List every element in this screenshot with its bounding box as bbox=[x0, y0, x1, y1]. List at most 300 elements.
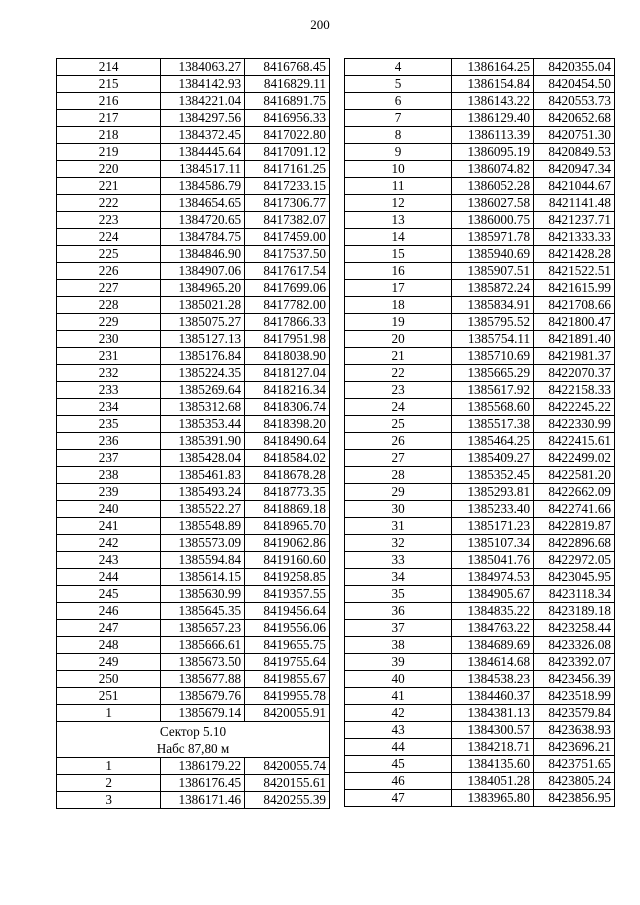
point-number-cell: 46 bbox=[345, 773, 452, 790]
table-row bbox=[345, 280, 615, 297]
point-number-cell: 248 bbox=[57, 637, 161, 654]
point-number-cell: 230 bbox=[57, 331, 161, 348]
table-row bbox=[57, 603, 330, 620]
y-coordinate-cell: 8419456.64 bbox=[245, 603, 330, 620]
point-number-cell: 4 bbox=[345, 59, 452, 76]
point-number-cell: 21 bbox=[345, 348, 452, 365]
x-coordinate-cell: 1384586.79 bbox=[161, 178, 245, 195]
y-coordinate-cell: 8418398.20 bbox=[245, 416, 330, 433]
table-row bbox=[57, 229, 330, 246]
y-coordinate-cell: 8421522.51 bbox=[534, 263, 615, 280]
y-coordinate-cell: 8417617.54 bbox=[245, 263, 330, 280]
x-coordinate-cell: 1385907.51 bbox=[452, 263, 534, 280]
table-row bbox=[345, 586, 615, 603]
table-row bbox=[345, 756, 615, 773]
y-coordinate-cell: 8423638.93 bbox=[534, 722, 615, 739]
point-number-cell: 232 bbox=[57, 365, 161, 382]
y-coordinate-cell: 8419655.75 bbox=[245, 637, 330, 654]
y-coordinate-cell: 8417782.00 bbox=[245, 297, 330, 314]
y-coordinate-cell: 8421237.71 bbox=[534, 212, 615, 229]
section-subtitle: Набс 87,80 м bbox=[156, 740, 230, 756]
table-row bbox=[345, 450, 615, 467]
point-number-cell: 14 bbox=[345, 229, 452, 246]
table-row bbox=[345, 382, 615, 399]
x-coordinate-cell: 1385665.29 bbox=[452, 365, 534, 382]
point-number-cell: 39 bbox=[345, 654, 452, 671]
table-row bbox=[345, 178, 615, 195]
x-coordinate-cell: 1385464.25 bbox=[452, 433, 534, 450]
table-row bbox=[345, 467, 615, 484]
table-row bbox=[57, 792, 330, 809]
table-row bbox=[57, 586, 330, 603]
y-coordinate-cell: 8422896.68 bbox=[534, 535, 615, 552]
x-coordinate-cell: 1384051.28 bbox=[452, 773, 534, 790]
y-coordinate-cell: 8421981.37 bbox=[534, 348, 615, 365]
x-coordinate-cell: 1385666.61 bbox=[161, 637, 245, 654]
table-row bbox=[57, 705, 330, 722]
table-row bbox=[57, 144, 330, 161]
table-row bbox=[57, 195, 330, 212]
y-coordinate-cell: 8418869.18 bbox=[245, 501, 330, 518]
x-coordinate-cell: 1385233.40 bbox=[452, 501, 534, 518]
x-coordinate-cell: 1384614.68 bbox=[452, 654, 534, 671]
point-number-cell: 24 bbox=[345, 399, 452, 416]
table-row bbox=[345, 110, 615, 127]
x-coordinate-cell: 1384517.11 bbox=[161, 161, 245, 178]
section-header-row bbox=[57, 722, 330, 758]
x-coordinate-cell: 1386171.46 bbox=[161, 792, 245, 809]
point-number-cell: 233 bbox=[57, 382, 161, 399]
y-coordinate-cell: 8423118.34 bbox=[534, 586, 615, 603]
point-number-cell: 234 bbox=[57, 399, 161, 416]
x-coordinate-cell: 1385107.34 bbox=[452, 535, 534, 552]
y-coordinate-cell: 8423326.08 bbox=[534, 637, 615, 654]
x-coordinate-cell: 1383965.80 bbox=[452, 790, 534, 807]
y-coordinate-cell: 8420454.50 bbox=[534, 76, 615, 93]
y-coordinate-cell: 8416829.11 bbox=[245, 76, 330, 93]
x-coordinate-cell: 1385391.90 bbox=[161, 433, 245, 450]
y-coordinate-cell: 8420255.39 bbox=[245, 792, 330, 809]
y-coordinate-cell: 8423392.07 bbox=[534, 654, 615, 671]
y-coordinate-cell: 8419855.67 bbox=[245, 671, 330, 688]
table-row bbox=[345, 569, 615, 586]
point-number-cell: 42 bbox=[345, 705, 452, 722]
point-number-cell: 1 bbox=[57, 758, 161, 775]
point-number-cell: 27 bbox=[345, 450, 452, 467]
x-coordinate-cell: 1385710.69 bbox=[452, 348, 534, 365]
y-coordinate-cell: 8418490.64 bbox=[245, 433, 330, 450]
y-coordinate-cell: 8423579.84 bbox=[534, 705, 615, 722]
point-number-cell: 26 bbox=[345, 433, 452, 450]
point-number-cell: 22 bbox=[345, 365, 452, 382]
x-coordinate-cell: 1385021.28 bbox=[161, 297, 245, 314]
y-coordinate-cell: 8420355.04 bbox=[534, 59, 615, 76]
y-coordinate-cell: 8423751.65 bbox=[534, 756, 615, 773]
x-coordinate-cell: 1385171.23 bbox=[452, 518, 534, 535]
table-row bbox=[345, 212, 615, 229]
x-coordinate-cell: 1385645.35 bbox=[161, 603, 245, 620]
table-row bbox=[345, 722, 615, 739]
y-coordinate-cell: 8420155.61 bbox=[245, 775, 330, 792]
table-row bbox=[345, 93, 615, 110]
table-row bbox=[57, 569, 330, 586]
x-coordinate-cell: 1386095.19 bbox=[452, 144, 534, 161]
x-coordinate-cell: 1386027.58 bbox=[452, 195, 534, 212]
table-row bbox=[345, 297, 615, 314]
point-number-cell: 20 bbox=[345, 331, 452, 348]
point-number-cell: 224 bbox=[57, 229, 161, 246]
point-number-cell: 32 bbox=[345, 535, 452, 552]
x-coordinate-cell: 1386129.40 bbox=[452, 110, 534, 127]
y-coordinate-cell: 8422245.22 bbox=[534, 399, 615, 416]
section-title: Сектор 5.10 bbox=[159, 723, 227, 739]
y-coordinate-cell: 8418584.02 bbox=[245, 450, 330, 467]
table-row bbox=[345, 348, 615, 365]
x-coordinate-cell: 1385522.27 bbox=[161, 501, 245, 518]
table-row bbox=[345, 739, 615, 756]
x-coordinate-cell: 1385041.76 bbox=[452, 552, 534, 569]
table-row bbox=[57, 688, 330, 705]
x-coordinate-cell: 1385269.64 bbox=[161, 382, 245, 399]
x-coordinate-cell: 1385834.91 bbox=[452, 297, 534, 314]
y-coordinate-cell: 8418127.04 bbox=[245, 365, 330, 382]
table-row bbox=[57, 93, 330, 110]
y-coordinate-cell: 8418306.74 bbox=[245, 399, 330, 416]
x-coordinate-cell: 1385940.69 bbox=[452, 246, 534, 263]
point-number-cell: 220 bbox=[57, 161, 161, 178]
page-number: 200 bbox=[310, 17, 330, 32]
y-coordinate-cell: 8423856.95 bbox=[534, 790, 615, 807]
y-coordinate-cell: 8417022.80 bbox=[245, 127, 330, 144]
point-number-cell: 7 bbox=[345, 110, 452, 127]
table-row bbox=[57, 501, 330, 518]
point-number-cell: 38 bbox=[345, 637, 452, 654]
table-row bbox=[345, 161, 615, 178]
table-row bbox=[57, 331, 330, 348]
y-coordinate-cell: 8419258.85 bbox=[245, 569, 330, 586]
y-coordinate-cell: 8423696.21 bbox=[534, 739, 615, 756]
y-coordinate-cell: 8418965.70 bbox=[245, 518, 330, 535]
point-number-cell: 40 bbox=[345, 671, 452, 688]
y-coordinate-cell: 8420553.73 bbox=[534, 93, 615, 110]
table-row bbox=[57, 263, 330, 280]
point-number-cell: 251 bbox=[57, 688, 161, 705]
table-row bbox=[345, 127, 615, 144]
x-coordinate-cell: 1384846.90 bbox=[161, 246, 245, 263]
x-coordinate-cell: 1385127.13 bbox=[161, 331, 245, 348]
y-coordinate-cell: 8422662.09 bbox=[534, 484, 615, 501]
table-row bbox=[57, 348, 330, 365]
x-coordinate-cell: 1386179.22 bbox=[161, 758, 245, 775]
x-coordinate-cell: 1385614.15 bbox=[161, 569, 245, 586]
table-row bbox=[57, 127, 330, 144]
y-coordinate-cell: 8420849.53 bbox=[534, 144, 615, 161]
point-number-cell: 41 bbox=[345, 688, 452, 705]
y-coordinate-cell: 8423518.99 bbox=[534, 688, 615, 705]
point-number-cell: 19 bbox=[345, 314, 452, 331]
point-number-cell: 236 bbox=[57, 433, 161, 450]
y-coordinate-cell: 8418773.35 bbox=[245, 484, 330, 501]
point-number-cell: 226 bbox=[57, 263, 161, 280]
point-number-cell: 18 bbox=[345, 297, 452, 314]
x-coordinate-cell: 1386052.28 bbox=[452, 178, 534, 195]
y-coordinate-cell: 8422415.61 bbox=[534, 433, 615, 450]
y-coordinate-cell: 8419357.55 bbox=[245, 586, 330, 603]
y-coordinate-cell: 8423189.18 bbox=[534, 603, 615, 620]
x-coordinate-cell: 1385293.81 bbox=[452, 484, 534, 501]
y-coordinate-cell: 8422158.33 bbox=[534, 382, 615, 399]
table-row bbox=[345, 246, 615, 263]
table-row bbox=[345, 484, 615, 501]
y-coordinate-cell: 8423456.39 bbox=[534, 671, 615, 688]
table-row bbox=[345, 365, 615, 382]
x-coordinate-cell: 1384835.22 bbox=[452, 603, 534, 620]
point-number-cell: 228 bbox=[57, 297, 161, 314]
table-row bbox=[57, 59, 330, 76]
y-coordinate-cell: 8420751.30 bbox=[534, 127, 615, 144]
table-row bbox=[57, 280, 330, 297]
x-coordinate-cell: 1386000.75 bbox=[452, 212, 534, 229]
point-number-cell: 9 bbox=[345, 144, 452, 161]
point-number-cell: 237 bbox=[57, 450, 161, 467]
table-row bbox=[345, 790, 615, 807]
point-number-cell: 222 bbox=[57, 195, 161, 212]
point-number-cell: 5 bbox=[345, 76, 452, 93]
y-coordinate-cell: 8422330.99 bbox=[534, 416, 615, 433]
x-coordinate-cell: 1385409.27 bbox=[452, 450, 534, 467]
x-coordinate-cell: 1385224.35 bbox=[161, 365, 245, 382]
x-coordinate-cell: 1385872.24 bbox=[452, 280, 534, 297]
y-coordinate-cell: 8421333.33 bbox=[534, 229, 615, 246]
y-coordinate-cell: 8417306.77 bbox=[245, 195, 330, 212]
point-number-cell: 227 bbox=[57, 280, 161, 297]
point-number-cell: 247 bbox=[57, 620, 161, 637]
table-row bbox=[345, 263, 615, 280]
point-number-cell: 45 bbox=[345, 756, 452, 773]
x-coordinate-cell: 1384763.22 bbox=[452, 620, 534, 637]
y-coordinate-cell: 8416768.45 bbox=[245, 59, 330, 76]
y-coordinate-cell: 8422499.02 bbox=[534, 450, 615, 467]
point-number-cell: 223 bbox=[57, 212, 161, 229]
point-number-cell: 2 bbox=[57, 775, 161, 792]
x-coordinate-cell: 1385352.45 bbox=[452, 467, 534, 484]
x-coordinate-cell: 1385548.89 bbox=[161, 518, 245, 535]
table-row bbox=[345, 603, 615, 620]
y-coordinate-cell: 8419160.60 bbox=[245, 552, 330, 569]
table-row bbox=[345, 331, 615, 348]
point-number-cell: 15 bbox=[345, 246, 452, 263]
point-number-cell: 221 bbox=[57, 178, 161, 195]
table-row bbox=[57, 467, 330, 484]
x-coordinate-cell: 1386164.25 bbox=[452, 59, 534, 76]
point-number-cell: 33 bbox=[345, 552, 452, 569]
x-coordinate-cell: 1384135.60 bbox=[452, 756, 534, 773]
point-number-cell: 8 bbox=[345, 127, 452, 144]
y-coordinate-cell: 8417382.07 bbox=[245, 212, 330, 229]
section-header bbox=[57, 722, 330, 758]
x-coordinate-cell: 1384218.71 bbox=[452, 739, 534, 756]
x-coordinate-cell: 1385657.23 bbox=[161, 620, 245, 637]
point-number-cell: 217 bbox=[57, 110, 161, 127]
x-coordinate-cell: 1384784.75 bbox=[161, 229, 245, 246]
x-coordinate-cell: 1386176.45 bbox=[161, 775, 245, 792]
point-number-cell: 231 bbox=[57, 348, 161, 365]
table-row bbox=[57, 416, 330, 433]
x-coordinate-cell: 1385312.68 bbox=[161, 399, 245, 416]
table-row bbox=[345, 705, 615, 722]
x-coordinate-cell: 1385573.09 bbox=[161, 535, 245, 552]
y-coordinate-cell: 8423805.24 bbox=[534, 773, 615, 790]
x-coordinate-cell: 1384965.20 bbox=[161, 280, 245, 297]
point-number-cell: 25 bbox=[345, 416, 452, 433]
table-row bbox=[57, 637, 330, 654]
table-row bbox=[57, 671, 330, 688]
y-coordinate-cell: 8421141.48 bbox=[534, 195, 615, 212]
point-number-cell: 245 bbox=[57, 586, 161, 603]
x-coordinate-cell: 1386074.82 bbox=[452, 161, 534, 178]
table-row bbox=[57, 620, 330, 637]
x-coordinate-cell: 1384445.64 bbox=[161, 144, 245, 161]
point-number-cell: 243 bbox=[57, 552, 161, 569]
y-coordinate-cell: 8418216.34 bbox=[245, 382, 330, 399]
x-coordinate-cell: 1384221.04 bbox=[161, 93, 245, 110]
point-number-cell: 239 bbox=[57, 484, 161, 501]
x-coordinate-cell: 1384372.45 bbox=[161, 127, 245, 144]
table-row bbox=[57, 399, 330, 416]
table-row bbox=[57, 297, 330, 314]
table-row bbox=[57, 161, 330, 178]
point-number-cell: 6 bbox=[345, 93, 452, 110]
x-coordinate-cell: 1385971.78 bbox=[452, 229, 534, 246]
table-row bbox=[345, 416, 615, 433]
y-coordinate-cell: 8422581.20 bbox=[534, 467, 615, 484]
x-coordinate-cell: 1384907.06 bbox=[161, 263, 245, 280]
point-number-cell: 244 bbox=[57, 569, 161, 586]
y-coordinate-cell: 8420055.91 bbox=[245, 705, 330, 722]
y-coordinate-cell: 8417537.50 bbox=[245, 246, 330, 263]
x-coordinate-cell: 1386113.39 bbox=[452, 127, 534, 144]
x-coordinate-cell: 1384905.67 bbox=[452, 586, 534, 603]
x-coordinate-cell: 1384460.37 bbox=[452, 688, 534, 705]
x-coordinate-cell: 1384538.23 bbox=[452, 671, 534, 688]
table-row bbox=[345, 399, 615, 416]
point-number-cell: 249 bbox=[57, 654, 161, 671]
table-row bbox=[57, 212, 330, 229]
x-coordinate-cell: 1385594.84 bbox=[161, 552, 245, 569]
table-row bbox=[345, 518, 615, 535]
point-number-cell: 36 bbox=[345, 603, 452, 620]
point-number-cell: 43 bbox=[345, 722, 452, 739]
y-coordinate-cell: 8423258.44 bbox=[534, 620, 615, 637]
x-coordinate-cell: 1384689.69 bbox=[452, 637, 534, 654]
table-row bbox=[345, 552, 615, 569]
y-coordinate-cell: 8420947.34 bbox=[534, 161, 615, 178]
y-coordinate-cell: 8417699.06 bbox=[245, 280, 330, 297]
table-row bbox=[57, 518, 330, 535]
table-row bbox=[345, 637, 615, 654]
x-coordinate-cell: 1385673.50 bbox=[161, 654, 245, 671]
y-coordinate-cell: 8421428.28 bbox=[534, 246, 615, 263]
point-number-cell: 34 bbox=[345, 569, 452, 586]
x-coordinate-cell: 1384297.56 bbox=[161, 110, 245, 127]
y-coordinate-cell: 8420652.68 bbox=[534, 110, 615, 127]
x-coordinate-cell: 1385428.04 bbox=[161, 450, 245, 467]
y-coordinate-cell: 8417951.98 bbox=[245, 331, 330, 348]
point-number-cell: 242 bbox=[57, 535, 161, 552]
y-coordinate-cell: 8416891.75 bbox=[245, 93, 330, 110]
table-row bbox=[345, 59, 615, 76]
y-coordinate-cell: 8419062.86 bbox=[245, 535, 330, 552]
y-coordinate-cell: 8418038.90 bbox=[245, 348, 330, 365]
x-coordinate-cell: 1385795.52 bbox=[452, 314, 534, 331]
table-row bbox=[345, 314, 615, 331]
y-coordinate-cell: 8419955.78 bbox=[245, 688, 330, 705]
y-coordinate-cell: 8417091.12 bbox=[245, 144, 330, 161]
point-number-cell: 216 bbox=[57, 93, 161, 110]
y-coordinate-cell: 8422972.05 bbox=[534, 552, 615, 569]
point-number-cell: 31 bbox=[345, 518, 452, 535]
point-number-cell: 241 bbox=[57, 518, 161, 535]
table-row bbox=[345, 688, 615, 705]
y-coordinate-cell: 8422819.87 bbox=[534, 518, 615, 535]
table-row bbox=[345, 671, 615, 688]
point-number-cell: 246 bbox=[57, 603, 161, 620]
x-coordinate-cell: 1385176.84 bbox=[161, 348, 245, 365]
table-row bbox=[57, 314, 330, 331]
point-number-cell: 238 bbox=[57, 467, 161, 484]
point-number-cell: 218 bbox=[57, 127, 161, 144]
table-row bbox=[345, 195, 615, 212]
point-number-cell: 13 bbox=[345, 212, 452, 229]
point-number-cell: 11 bbox=[345, 178, 452, 195]
y-coordinate-cell: 8417161.25 bbox=[245, 161, 330, 178]
table-row bbox=[57, 76, 330, 93]
y-coordinate-cell: 8421708.66 bbox=[534, 297, 615, 314]
table-row bbox=[345, 433, 615, 450]
table-row bbox=[57, 178, 330, 195]
point-number-cell: 29 bbox=[345, 484, 452, 501]
table-row bbox=[57, 433, 330, 450]
y-coordinate-cell: 8417459.00 bbox=[245, 229, 330, 246]
point-number-cell: 37 bbox=[345, 620, 452, 637]
point-number-cell: 225 bbox=[57, 246, 161, 263]
point-number-cell: 240 bbox=[57, 501, 161, 518]
point-number-cell: 214 bbox=[57, 59, 161, 76]
y-coordinate-cell: 8421044.67 bbox=[534, 178, 615, 195]
y-coordinate-cell: 8423045.95 bbox=[534, 569, 615, 586]
x-coordinate-cell: 1384063.27 bbox=[161, 59, 245, 76]
table-row bbox=[345, 229, 615, 246]
point-number-cell: 23 bbox=[345, 382, 452, 399]
x-coordinate-cell: 1384654.65 bbox=[161, 195, 245, 212]
point-number-cell: 17 bbox=[345, 280, 452, 297]
point-number-cell: 44 bbox=[345, 739, 452, 756]
y-coordinate-cell: 8422741.66 bbox=[534, 501, 615, 518]
point-number-cell: 1 bbox=[57, 705, 161, 722]
x-coordinate-cell: 1384142.93 bbox=[161, 76, 245, 93]
y-coordinate-cell: 8420055.74 bbox=[245, 758, 330, 775]
table-row bbox=[345, 76, 615, 93]
table-row bbox=[345, 501, 615, 518]
point-number-cell: 30 bbox=[345, 501, 452, 518]
y-coordinate-cell: 8422070.37 bbox=[534, 365, 615, 382]
x-coordinate-cell: 1385568.60 bbox=[452, 399, 534, 416]
point-number-cell: 219 bbox=[57, 144, 161, 161]
point-number-cell: 3 bbox=[57, 792, 161, 809]
table-row bbox=[57, 450, 330, 467]
point-number-cell: 12 bbox=[345, 195, 452, 212]
y-coordinate-cell: 8421615.99 bbox=[534, 280, 615, 297]
